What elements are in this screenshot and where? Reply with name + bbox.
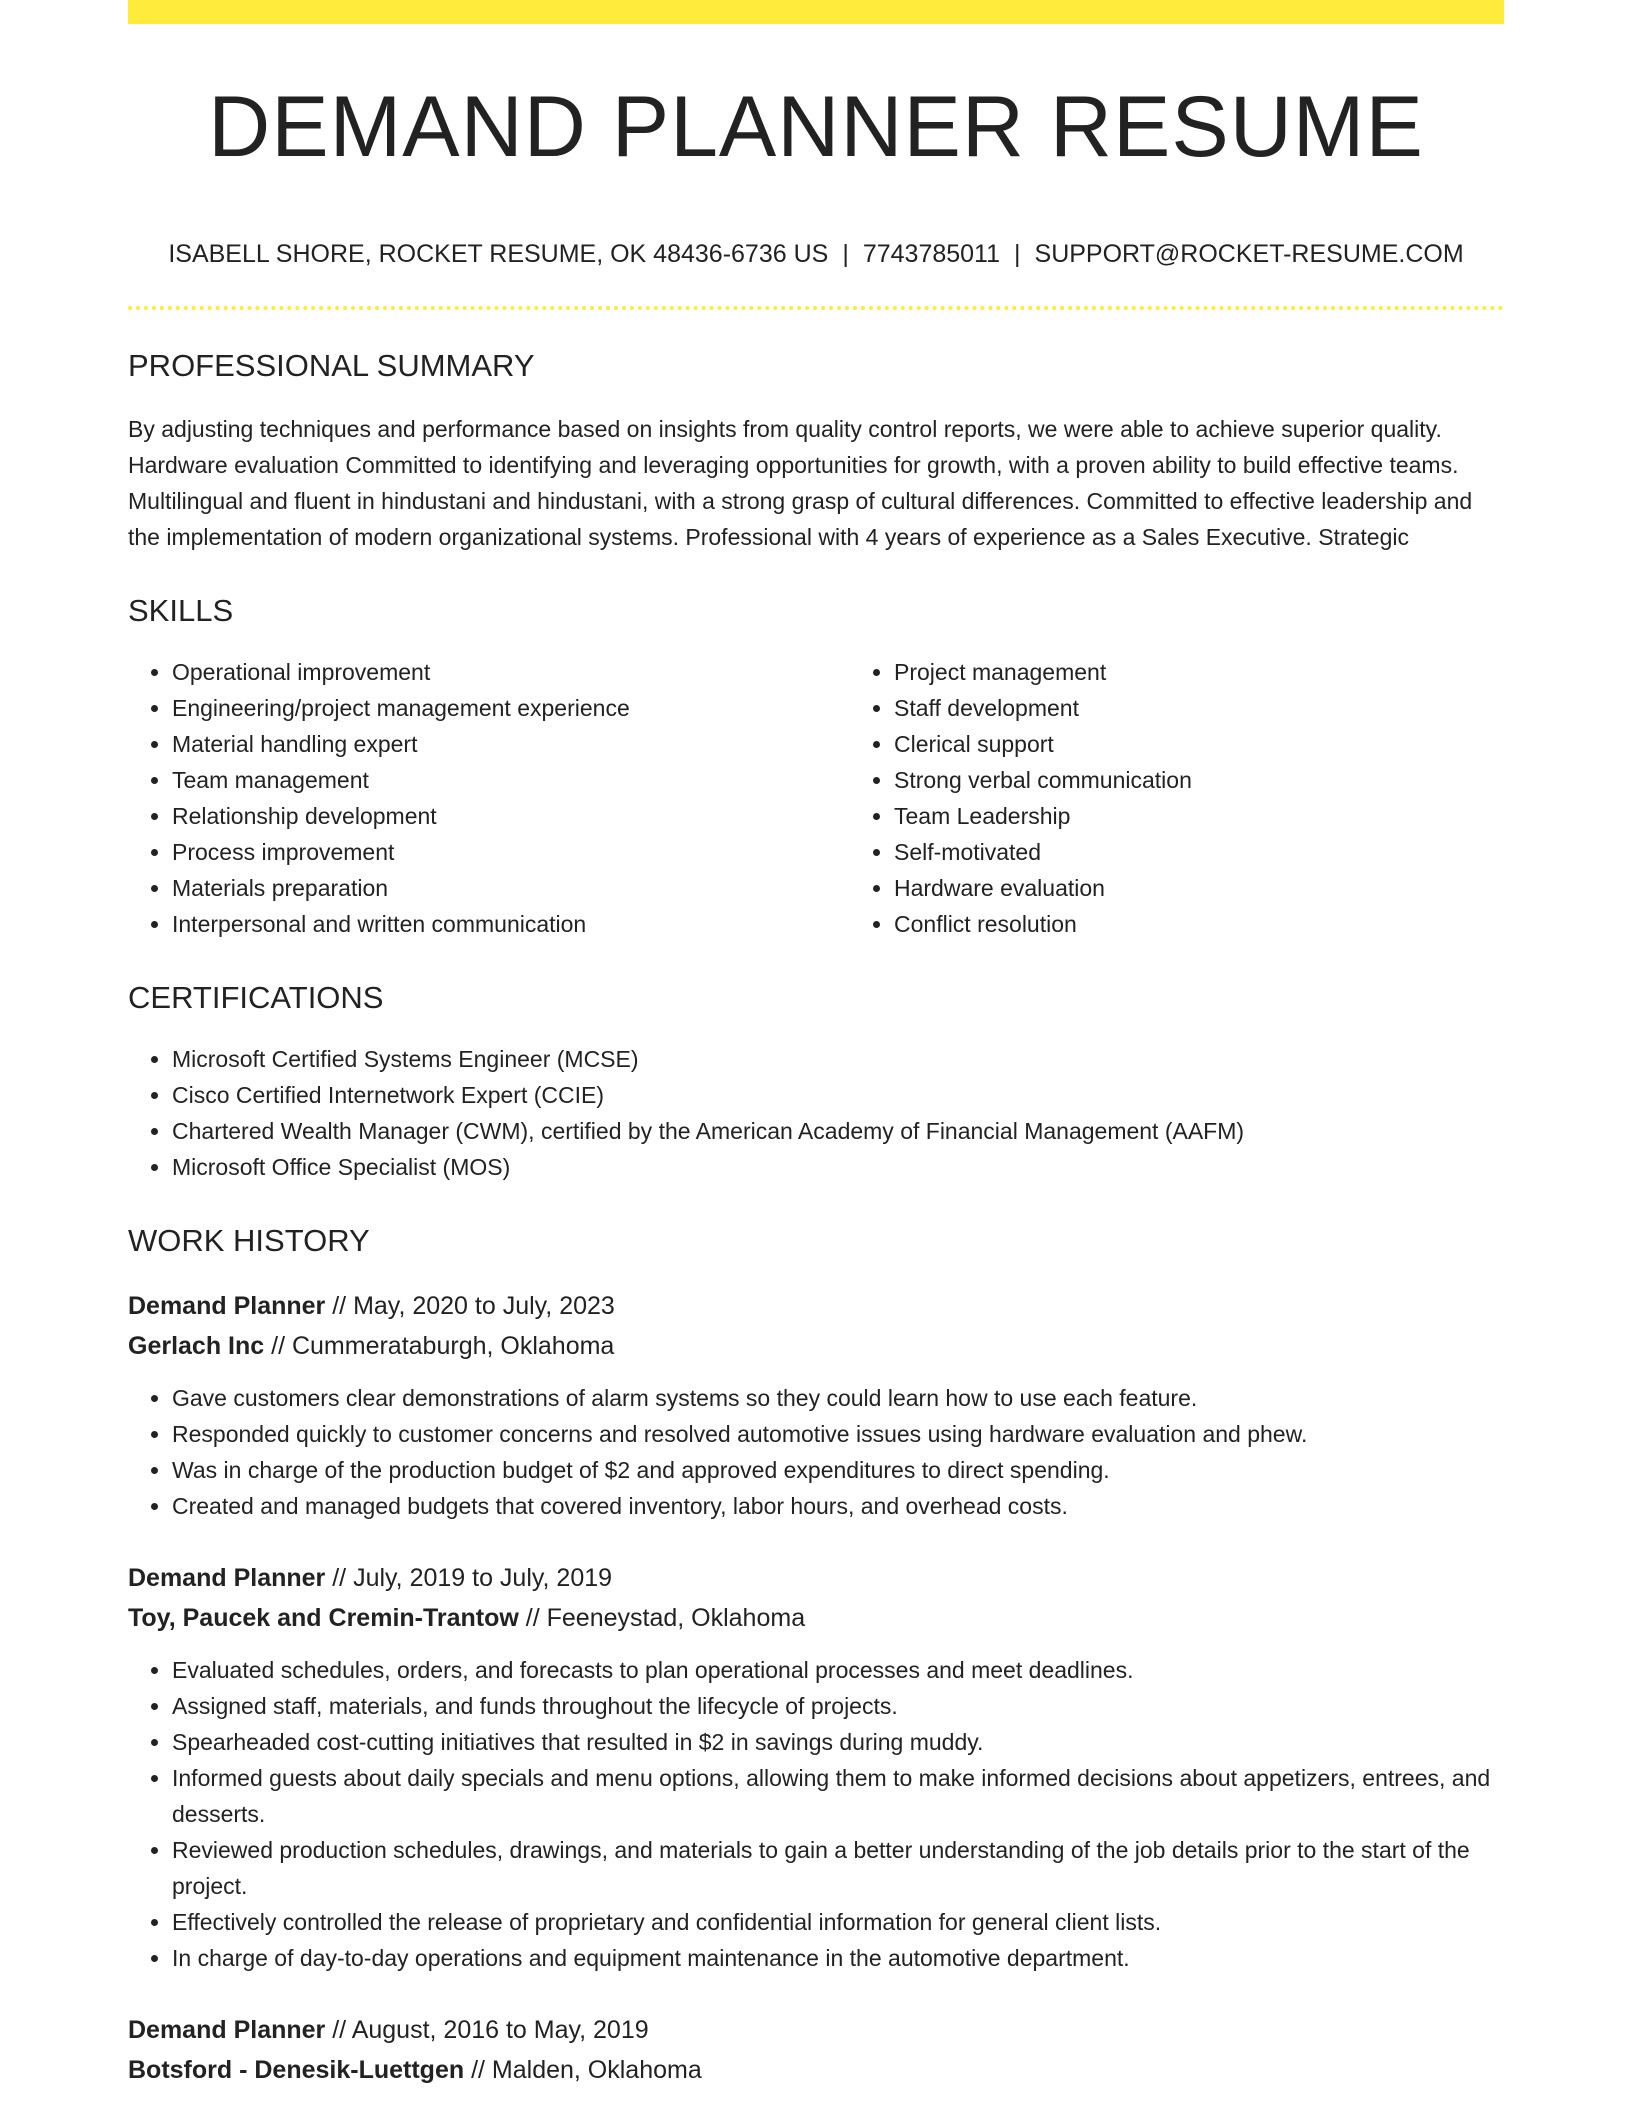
- accent-top-bar: [128, 0, 1504, 24]
- section-heading: WORK HISTORY: [128, 1223, 370, 1258]
- job-bullet: • Spearheaded cost-cutting initiatives that resulted in $2 in savings during muddy.: [172, 1724, 1504, 1760]
- skill-item: • Project management: [894, 654, 1572, 690]
- job-bullet: • In charge of day-to-day operations and equipment maintenance in the automotive department.: [172, 1940, 1504, 1976]
- contact-separator: |: [842, 240, 849, 268]
- job-separator: //: [325, 2016, 352, 2044]
- skill-item: • Self-motivated: [894, 834, 1572, 870]
- job-bullets: [128, 1380, 1504, 1524]
- resume-title: DEMAND PLANNER RESUME: [208, 79, 1424, 175]
- job-company-line: [128, 2050, 1504, 2090]
- job-separator: //: [518, 1604, 547, 1632]
- job-dates: July, 2019 to July, 2019: [353, 1564, 613, 1592]
- skill-item: • Relationship development: [172, 798, 850, 834]
- skill-item: • Team Leadership: [894, 798, 1572, 834]
- job-company: Toy, Paucek and Cremin-Trantow: [128, 1604, 519, 1632]
- job-company: Botsford - Denesik-Luettgen: [128, 2056, 465, 2084]
- job-bullet: • Was in charge of the production budget of $2 and approved expenditures to direct spending.: [172, 1452, 1504, 1488]
- skill-item: • Material handling expert: [172, 726, 850, 762]
- job-separator: //: [325, 1564, 354, 1592]
- skill-item: • Staff development: [894, 690, 1572, 726]
- section-heading: SKILLS: [128, 593, 234, 628]
- job-entry: [128, 2010, 1504, 2090]
- certification-item: • Chartered Wealth Manager (CWM), certified by the American Academy of Financial Management (AAFM): [172, 1113, 1504, 1149]
- skill-item: • Strong verbal communication: [894, 762, 1572, 798]
- certification-item: • Microsoft Certified Systems Engineer (MCSE): [172, 1041, 1504, 1077]
- job-title-line: [128, 2010, 1504, 2050]
- skill-item: • Team management: [172, 762, 850, 798]
- job-bullet: • Effectively controlled the release of proprietary and confidential information for general client lists.: [172, 1904, 1504, 1940]
- certification-item: • Microsoft Office Specialist (MOS): [172, 1149, 1504, 1185]
- skill-item: • Hardware evaluation: [894, 870, 1572, 906]
- job-bullet: • Assigned staff, materials, and funds throughout the lifecycle of projects.: [172, 1688, 1504, 1724]
- job-separator: //: [464, 2056, 492, 2084]
- contact-email: SUPPORT@ROCKET-RESUME.COM: [1034, 240, 1464, 268]
- contact-address: ISABELL SHORE, ROCKET RESUME, OK 48436-6736 US: [168, 240, 829, 268]
- certifications-list: [128, 1041, 1504, 1185]
- section-heading: PROFESSIONAL SUMMARY: [128, 348, 535, 383]
- job-title-line: [128, 1286, 1504, 1326]
- skill-item: • Interpersonal and written communication: [172, 906, 850, 942]
- job-title-line: [128, 1558, 1504, 1598]
- job-entry: [128, 1286, 1504, 1524]
- certifications-section: [128, 982, 1504, 1185]
- certification-item: • Cisco Certified Internetwork Expert (CCIE): [172, 1077, 1504, 1113]
- job-separator: //: [325, 1292, 354, 1320]
- job-location: Cummerataburgh, Oklahoma: [291, 1332, 615, 1360]
- skills-list-right: [850, 654, 1572, 942]
- job-location: Feeneystad, Oklahoma: [546, 1604, 806, 1632]
- contact-line: [128, 242, 1504, 267]
- skills-grid: [128, 654, 1504, 942]
- skill-item: • Engineering/project management experience: [172, 690, 850, 726]
- job-bullet: • Gave customers clear demonstrations of alarm systems so they could learn how to use each feature.: [172, 1380, 1504, 1416]
- skill-item: • Process improvement: [172, 834, 850, 870]
- job-bullet: • Responded quickly to customer concerns and resolved automotive issues using hardware evaluation and phew.: [172, 1416, 1504, 1452]
- skill-item: • Clerical support: [894, 726, 1572, 762]
- job-title: Demand Planner: [128, 1564, 326, 1592]
- skills-list-left: [128, 654, 850, 942]
- contact-phone: 7743785011: [862, 240, 1001, 268]
- job-bullets: [128, 1652, 1504, 1976]
- job-bullet: • Evaluated schedules, orders, and forecasts to plan operational processes and meet deadlines.: [172, 1652, 1504, 1688]
- skills-section: [128, 595, 1504, 942]
- job-bullet: • Created and managed budgets that covered inventory, labor hours, and overhead costs.: [172, 1488, 1504, 1524]
- job-bullet: • Informed guests about daily specials and menu options, allowing them to make informed decisions about appetizers, entrees, and desserts.: [172, 1760, 1504, 1832]
- job-title: Demand Planner: [128, 2016, 326, 2044]
- job-separator: //: [264, 1332, 292, 1360]
- skill-item: • Materials preparation: [172, 870, 850, 906]
- professional-summary-section: [128, 350, 1504, 555]
- dotted-divider: [128, 306, 1504, 310]
- skill-item: • Operational improvement: [172, 654, 850, 690]
- job-dates: August, 2016 to May, 2019: [351, 2016, 649, 2044]
- resume-page: [128, 0, 1504, 2090]
- section-heading: CERTIFICATIONS: [128, 980, 384, 1015]
- summary-text: By adjusting techniques and performance based on insights from quality control reports, we were able to achieve superior quality. Hardware evaluation Committed to identifying and leveraging opportunities for growth, with a proven ability to build effective teams. Multilingual and fluent in hindustani and hindustani, with a strong grasp of cultural differences. Committed to effective leadership and the implementation of modern organizational systems. Professional with 4 years of experience as a Sales Executive. Strategic: [128, 416, 1473, 550]
- job-dates: May, 2020 to July, 2023: [353, 1292, 615, 1320]
- contact-separator: |: [1014, 240, 1021, 268]
- job-company: Gerlach Inc: [128, 1332, 265, 1360]
- job-company-line: [128, 1326, 1504, 1366]
- job-location: Malden, Oklahoma: [491, 2056, 702, 2084]
- skill-item: • Conflict resolution: [894, 906, 1572, 942]
- work-history-section: [128, 1225, 1504, 2090]
- job-bullet: • Reviewed production schedules, drawings, and materials to gain a better understanding of the job details prior to the start of the project.: [172, 1832, 1504, 1904]
- job-company-line: [128, 1598, 1504, 1638]
- job-entry: [128, 1558, 1504, 1976]
- job-title: Demand Planner: [128, 1292, 326, 1320]
